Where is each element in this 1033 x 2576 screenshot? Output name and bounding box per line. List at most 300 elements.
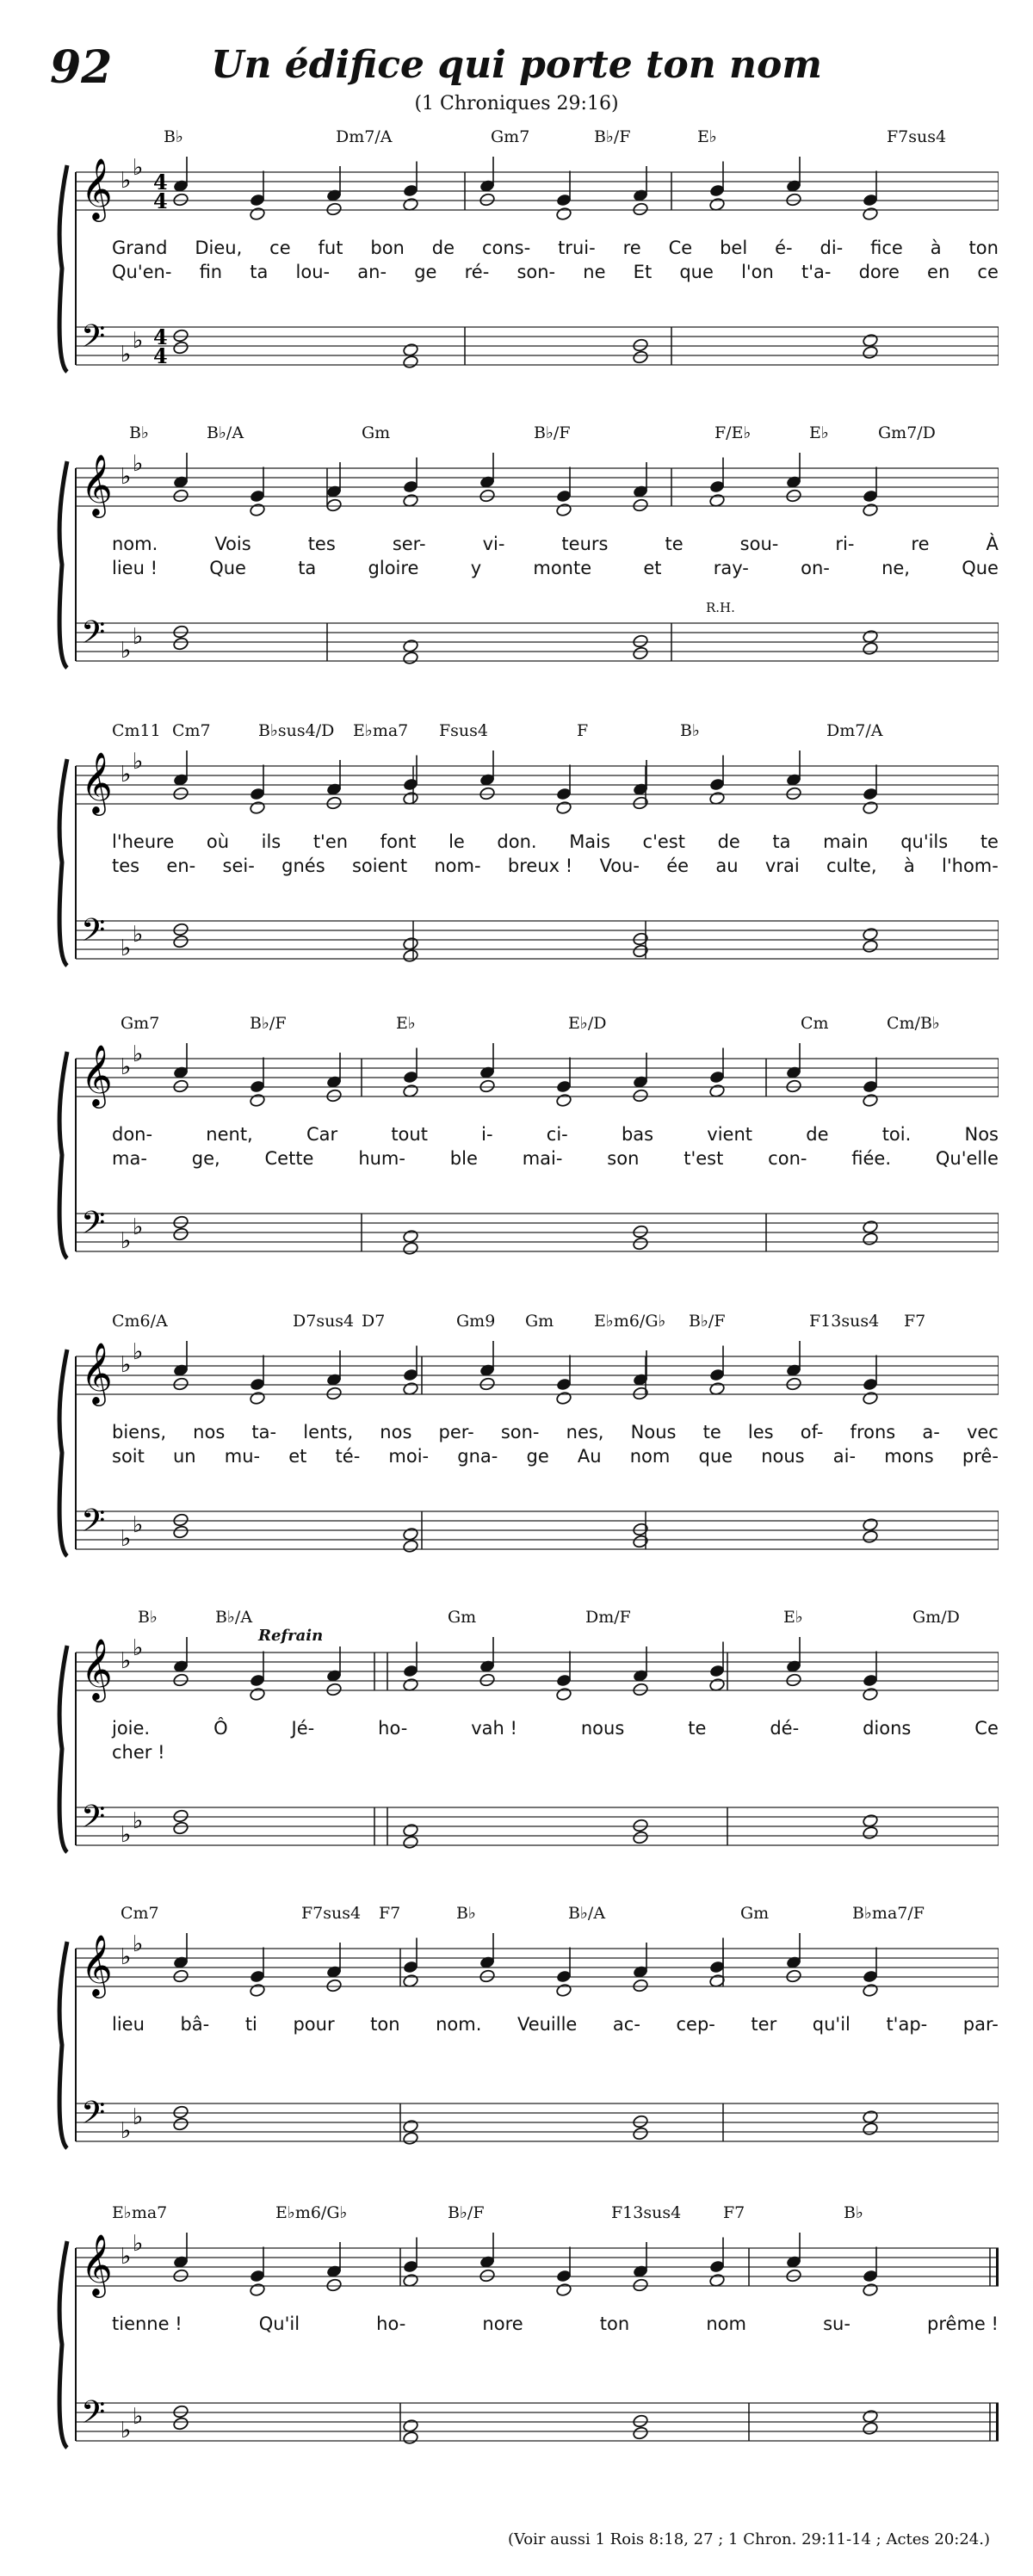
alto-note: [172, 1377, 189, 1392]
lyric-syllable: pour: [293, 2014, 335, 2035]
alto-note: [479, 1377, 495, 1392]
bass-note: [402, 651, 418, 665]
lyric-syllable: dions: [863, 1718, 912, 1739]
key-signature-flat: ♭: [133, 1041, 144, 1067]
alto-note: [862, 1983, 878, 1998]
alto-note: [172, 2269, 189, 2283]
chord-symbol: Cm7: [172, 721, 211, 740]
alto-note: [172, 1969, 189, 1984]
bass-clef: 𝄢: [81, 912, 106, 956]
chord-symbols: [52, 721, 999, 747]
lyric-syllable: ta-: [251, 1422, 277, 1442]
lyric-syllable: ter: [751, 2014, 777, 2035]
alto-note: [249, 503, 265, 517]
lyric-syllable: ri-: [835, 534, 855, 554]
lyric-syllable: Cette: [264, 1148, 314, 1169]
lyrics-verse-2: [112, 262, 999, 282]
chord-symbol: B♭/F: [250, 1014, 287, 1033]
refrain-label: Refrain: [258, 1627, 324, 1645]
chord-symbol: F/E♭: [714, 423, 752, 442]
alto-note: [325, 1979, 342, 1993]
lyric-syllable: À: [986, 534, 999, 554]
chord-symbol: F7sus4: [887, 127, 947, 146]
treble-clef: 𝄞: [81, 2233, 113, 2295]
lyric-syllable: nous: [761, 1446, 805, 1467]
lyric-syllable: nom: [706, 2313, 746, 2334]
alto-note: [325, 1387, 342, 1401]
lyric-syllable: que: [679, 262, 714, 282]
bass-note: [632, 634, 648, 649]
lyrics-verse-1: [112, 2313, 999, 2334]
lyric-syllable: teurs: [561, 534, 609, 554]
alto-note: [172, 1673, 189, 1688]
chord-symbol: F7: [904, 1312, 926, 1331]
lyrics-verse-1: [112, 238, 999, 258]
lyric-syllable: ti: [244, 2014, 257, 2035]
system-bracket: [59, 1942, 67, 2148]
treble-clef: 𝄞: [81, 453, 113, 516]
bass-note: [172, 1513, 189, 1528]
chord-symbols: [52, 127, 999, 153]
bass-note: [402, 1241, 418, 1256]
lyric-syllable: Dieu,: [195, 238, 243, 258]
alto-note: [555, 1093, 572, 1108]
key-signature-flat: ♭: [133, 749, 144, 775]
alto-note: [555, 207, 572, 221]
key-signature-flat: ♭: [133, 1339, 144, 1365]
key-signature-flat: ♭: [121, 638, 132, 664]
chord-symbol: F13sus4: [611, 2203, 682, 2222]
chord-symbols: [52, 423, 999, 449]
lyric-syllable: l'heure: [112, 831, 175, 852]
bass-note: [862, 939, 878, 954]
alto-note: [785, 1673, 801, 1688]
lyric-syllable: Veuille: [516, 2014, 578, 2035]
lyric-syllable: cher !: [112, 1742, 165, 1763]
bass-note: [632, 1225, 648, 1239]
lyric-syllable: te: [702, 1422, 721, 1442]
chord-symbol: Gm7/D: [878, 423, 936, 442]
lyric-syllable: fiée.: [851, 1148, 892, 1169]
alto-note: [325, 1089, 342, 1103]
key-signature-flat: ♭: [121, 168, 132, 194]
bass-note: [402, 2131, 418, 2146]
bass-note: [402, 948, 418, 963]
alto-note: [325, 498, 342, 513]
bass-note: [172, 329, 189, 343]
key-signature-flat: ♭: [121, 1054, 132, 1080]
lyric-syllable: y: [470, 558, 482, 578]
treble-clef: 𝄞: [81, 751, 113, 813]
lyric-syllable: breux !: [507, 856, 573, 876]
lyric-syllable: ho-: [378, 1718, 408, 1739]
lyric-syllable: t'en: [312, 831, 349, 852]
system-bracket: [59, 759, 67, 966]
lyric-syllable: don-: [112, 1124, 153, 1145]
chord-symbol: F7: [723, 2203, 745, 2222]
lyric-syllable: sou-: [739, 534, 779, 554]
bass-note: [632, 1237, 648, 1251]
lyric-syllable: con-: [768, 1148, 807, 1169]
bass-clef: 𝄢: [81, 2394, 106, 2438]
lyric-syllable: nom: [629, 1446, 671, 1467]
chord-symbol: Dm/F: [585, 1608, 631, 1627]
alto-note: [479, 489, 495, 503]
lyric-syllable: ne,: [881, 558, 910, 578]
lyric-syllable: ton: [968, 238, 999, 258]
alto-note: [325, 202, 342, 217]
lyric-syllable: gna-: [457, 1446, 498, 1467]
bass-note: [402, 1835, 418, 1850]
staff-notation: [52, 1904, 999, 2188]
alto-note: [785, 1377, 801, 1392]
music-system-4: [52, 1014, 999, 1298]
alto-note: [862, 503, 878, 517]
music-system-8: [52, 2203, 999, 2487]
music-system-1: [52, 127, 999, 411]
lyrics-verse-2: [112, 856, 999, 876]
bass-note: [862, 1825, 878, 1840]
bass-note: [862, 2421, 878, 2436]
treble-clef: 𝄞: [81, 157, 113, 219]
chord-symbol: E♭ma7: [353, 721, 409, 740]
lyric-syllable: un: [173, 1446, 196, 1467]
alto-note: [325, 2278, 342, 2293]
chord-symbols: [52, 1312, 999, 1337]
lyric-syllable: nes,: [566, 1422, 604, 1442]
lyric-syllable: Au: [577, 1446, 602, 1467]
lyric-syllable: au: [715, 856, 739, 876]
key-signature-flat: ♭: [121, 2418, 132, 2443]
alto-note: [862, 1391, 878, 1405]
chord-symbols: [52, 1014, 999, 1040]
lyric-syllable: Et: [633, 262, 653, 282]
lyric-syllable: ge: [414, 262, 437, 282]
bass-note: [172, 2405, 189, 2419]
key-signature-flat: ♭: [121, 464, 132, 490]
alto-note: [862, 800, 878, 815]
lyric-syllable: trui-: [558, 238, 596, 258]
music-system-2: [52, 423, 999, 707]
chord-symbols: [52, 1608, 999, 1634]
bass-note: [172, 1525, 189, 1540]
chord-symbol: B♭/F: [594, 127, 631, 146]
lyric-syllable: soit: [112, 1446, 145, 1467]
scripture-reference: (1 Chroniques 29:16): [414, 93, 619, 114]
lyric-syllable: ton: [599, 2313, 630, 2334]
lyric-syllable: de: [431, 238, 455, 258]
key-signature-flat: ♭: [133, 155, 144, 181]
lyric-syllable: l'on: [741, 262, 774, 282]
hymn-header: [0, 0, 1033, 114]
alto-note: [862, 207, 878, 221]
lyric-syllable: ne: [583, 262, 606, 282]
lyric-syllable: per-: [438, 1422, 474, 1442]
lyric-syllable: Vois: [214, 534, 251, 554]
lyric-syllable: Que: [209, 558, 246, 578]
lyric-syllable: fin: [199, 262, 223, 282]
lyric-syllable: su-: [823, 2313, 851, 2334]
chord-symbol: B♭/F: [689, 1312, 726, 1331]
bass-note: [632, 2414, 648, 2429]
bass-note: [172, 2417, 189, 2431]
time-signature: 4: [153, 324, 168, 349]
lyric-syllable: gloire: [368, 558, 419, 578]
system-bracket: [59, 1052, 67, 1258]
bass-note: [172, 1809, 189, 1824]
lyric-syllable: Jé-: [291, 1718, 315, 1739]
alto-note: [632, 1683, 648, 1697]
lyric-syllable: prê-: [962, 1446, 999, 1467]
lyric-syllable: ac-: [612, 2014, 640, 2035]
lyric-syllable: te: [665, 534, 684, 554]
lyric-syllable: fut: [318, 238, 343, 258]
bass-note: [632, 2426, 648, 2441]
hymn-number: 92: [50, 41, 113, 94]
lyric-syllable: nom.: [436, 2014, 482, 2035]
lyric-syllable: Qu'en-: [112, 262, 172, 282]
chord-symbols: [52, 2203, 999, 2229]
lyric-syllable: dé-: [770, 1718, 800, 1739]
key-signature-flat: ♭: [133, 1808, 144, 1834]
chord-symbol: B♭: [844, 2203, 863, 2222]
key-signature-flat: ♭: [133, 1512, 144, 1538]
bass-note: [632, 1819, 648, 1833]
bass-note: [172, 1821, 189, 1836]
key-signature-flat: ♭: [133, 328, 144, 354]
bass-note: [862, 345, 878, 360]
lyric-syllable: bel: [720, 238, 748, 258]
lyric-syllable: nore: [482, 2313, 523, 2334]
lyric-syllable: son: [607, 1148, 640, 1169]
bass-note: [402, 2431, 418, 2445]
chord-symbol: Gm9: [456, 1312, 496, 1331]
bass-note: [172, 637, 189, 652]
lyric-syllable: Car: [306, 1124, 338, 1145]
lyric-syllable: vient: [707, 1124, 753, 1145]
lyric-syllable: mu-: [224, 1446, 261, 1467]
chord-symbol: Gm: [525, 1312, 554, 1331]
alto-note: [479, 1079, 495, 1094]
lyric-syllable: i-: [481, 1124, 493, 1145]
lyric-syllable: Ce: [668, 238, 693, 258]
lyric-syllable: nos: [193, 1422, 226, 1442]
lyric-syllable: c'est: [642, 831, 685, 852]
lyric-syllable: hum-: [358, 1148, 405, 1169]
chord-symbol: Cm11: [112, 721, 161, 740]
alto-note: [172, 787, 189, 801]
lyric-syllable: of-: [800, 1422, 824, 1442]
lyric-syllable: en-: [166, 856, 196, 876]
chord-symbol: B♭: [456, 1904, 476, 1923]
key-signature-flat: ♭: [133, 2231, 144, 2257]
lyric-syllable: qu'il: [812, 2014, 851, 2035]
key-signature-flat: ♭: [121, 936, 132, 961]
bass-note: [172, 935, 189, 949]
lyric-syllable: culte,: [826, 856, 877, 876]
lyrics-verse-1: [112, 1422, 999, 1442]
alto-note: [785, 2269, 801, 2283]
bass-note: [172, 923, 189, 937]
alto-note: [632, 498, 648, 513]
alto-note: [632, 202, 648, 217]
key-signature-flat: ♭: [121, 1352, 132, 1378]
lyric-syllable: lieu !: [112, 558, 158, 578]
right-hand-marker: R.H.: [706, 600, 735, 615]
chord-symbol: Cm6/A: [112, 1312, 168, 1331]
time-signature: 4: [153, 343, 168, 368]
lyric-syllable: ai-: [832, 1446, 857, 1467]
lyric-syllable: Ce: [974, 1718, 999, 1739]
key-signature-flat: ♭: [121, 762, 132, 788]
alto-note: [479, 2269, 495, 2283]
chord-symbol: Gm/D: [912, 1608, 960, 1627]
alto-note: [555, 1983, 572, 1998]
alto-note: [249, 1093, 265, 1108]
key-signature-flat: ♭: [133, 1931, 144, 1957]
chord-symbol: B♭/F: [534, 423, 571, 442]
alto-note: [172, 489, 189, 503]
alto-note: [172, 193, 189, 207]
lyric-syllable: tes: [112, 856, 140, 876]
alto-note: [172, 1079, 189, 1094]
chord-symbol: Gm: [362, 423, 391, 442]
chord-symbol: B♭/F: [448, 2203, 485, 2222]
chord-symbol: B♭/A: [568, 1904, 606, 1923]
lyric-syllable: cons-: [481, 238, 531, 258]
lyric-syllable: de: [717, 831, 740, 852]
lyric-syllable: ci-: [546, 1124, 568, 1145]
chord-symbol: D7sus4: [293, 1312, 355, 1331]
alto-note: [249, 800, 265, 815]
lyric-syllable: à: [903, 856, 915, 876]
chord-symbol: F7: [379, 1904, 401, 1923]
lyric-syllable: par-: [962, 2014, 999, 2035]
key-signature-flat: ♭: [121, 1944, 132, 1970]
bass-clef: 𝄢: [81, 2095, 106, 2139]
lyric-syllable: bon: [370, 238, 405, 258]
bass-note: [632, 1831, 648, 1845]
alto-note: [555, 2283, 572, 2297]
lyric-syllable: gnés: [281, 856, 325, 876]
lyric-syllable: te: [688, 1718, 707, 1739]
alto-note: [249, 1687, 265, 1702]
lyric-syllable: an-: [357, 262, 387, 282]
lyric-syllable: ge,: [191, 1148, 220, 1169]
lyric-syllable: Qu'elle: [935, 1148, 999, 1169]
music-system-7: [52, 1904, 999, 2188]
lyric-syllable: sei-: [222, 856, 255, 876]
lyric-syllable: en: [927, 262, 950, 282]
lyric-syllable: ré-: [464, 262, 490, 282]
lyric-syllable: a-: [922, 1422, 940, 1442]
lyric-syllable: vrai: [764, 856, 800, 876]
bass-note: [862, 1232, 878, 1246]
lyric-syllable: ta: [298, 558, 317, 578]
lyric-syllable: ray-: [713, 558, 749, 578]
lyric-syllable: Vou-: [599, 856, 640, 876]
lyric-syllable: nos: [380, 1422, 412, 1442]
time-signature: 4: [153, 188, 168, 213]
key-signature-flat: ♭: [133, 624, 144, 650]
alto-note: [785, 787, 801, 801]
lyric-syllable: bâ-: [180, 2014, 210, 2035]
bass-note: [172, 2105, 189, 2120]
lyrics-verse-2: [112, 1742, 999, 1763]
system-bracket: [59, 165, 67, 372]
chord-symbols: [52, 1904, 999, 1930]
lyric-syllable: ta: [772, 831, 791, 852]
lyric-syllable: Grand: [112, 238, 168, 258]
bass-clef: 𝄢: [81, 615, 106, 658]
chord-symbol: Gm: [740, 1904, 770, 1923]
music-system-3: [52, 721, 999, 1005]
bass-note: [172, 1215, 189, 1230]
chord-symbol: B♭ma7/F: [852, 1904, 925, 1923]
chord-symbol: B♭: [680, 721, 700, 740]
lyric-syllable: que: [698, 1446, 733, 1467]
alto-note: [555, 1687, 572, 1702]
chord-symbol: E♭m6/G♭: [275, 2203, 348, 2222]
lyric-syllable: nent,: [206, 1124, 253, 1145]
footer-references: (Voir aussi 1 Rois 8:18, 27 ; 1 Chron. 29:11-14 ; Actes 20:24.): [507, 2530, 990, 2548]
alto-note: [555, 1391, 572, 1405]
lyric-syllable: son-: [500, 1422, 540, 1442]
bass-note: [172, 2117, 189, 2132]
system-bracket: [59, 1646, 67, 1852]
bass-note: [402, 1539, 418, 1554]
chord-symbol: F: [577, 721, 589, 740]
lyric-syllable: ton: [370, 2014, 400, 2035]
alto-note: [249, 2283, 265, 2297]
lyric-syllable: biens,: [112, 1422, 167, 1442]
chord-symbol: E♭ma7: [112, 2203, 168, 2222]
lyric-syllable: ma-: [112, 1148, 147, 1169]
lyric-syllable: nom.: [112, 534, 158, 554]
lyrics-verse-2: [112, 1446, 999, 1467]
key-signature-flat: ♭: [133, 1635, 144, 1661]
alto-note: [555, 800, 572, 815]
key-signature-flat: ♭: [121, 342, 132, 368]
lyric-syllable: monte: [533, 558, 592, 578]
lyric-syllable: où: [206, 831, 230, 852]
alto-note: [479, 787, 495, 801]
chord-symbol: F13sus4: [809, 1312, 880, 1331]
lyric-syllable: cep-: [676, 2014, 715, 2035]
chord-symbol: Fsus4: [439, 721, 489, 740]
alto-note: [862, 1687, 878, 1702]
bass-note: [632, 350, 648, 365]
lyric-syllable: tienne !: [112, 2313, 182, 2334]
key-signature-flat: ♭: [121, 2118, 132, 2144]
music-system-5: [52, 1312, 999, 1596]
lyric-syllable: ser-: [392, 534, 426, 554]
lyric-syllable: ée: [666, 856, 690, 876]
key-signature-flat: ♭: [121, 2244, 132, 2270]
lyric-syllable: prême !: [927, 2313, 999, 2334]
lyric-syllable: et: [643, 558, 662, 578]
lyric-syllable: fice: [870, 238, 903, 258]
key-signature-flat: ♭: [121, 1228, 132, 1254]
alto-note: [249, 1391, 265, 1405]
lyric-syllable: di-: [820, 238, 844, 258]
lyric-syllable: soient: [351, 856, 408, 876]
alto-note: [249, 1983, 265, 1998]
lyric-syllable: ta: [250, 262, 269, 282]
bass-clef: 𝄢: [81, 1503, 106, 1547]
lyric-syllable: Ô: [213, 1718, 228, 1739]
chord-symbol: Gm7: [121, 1014, 160, 1033]
